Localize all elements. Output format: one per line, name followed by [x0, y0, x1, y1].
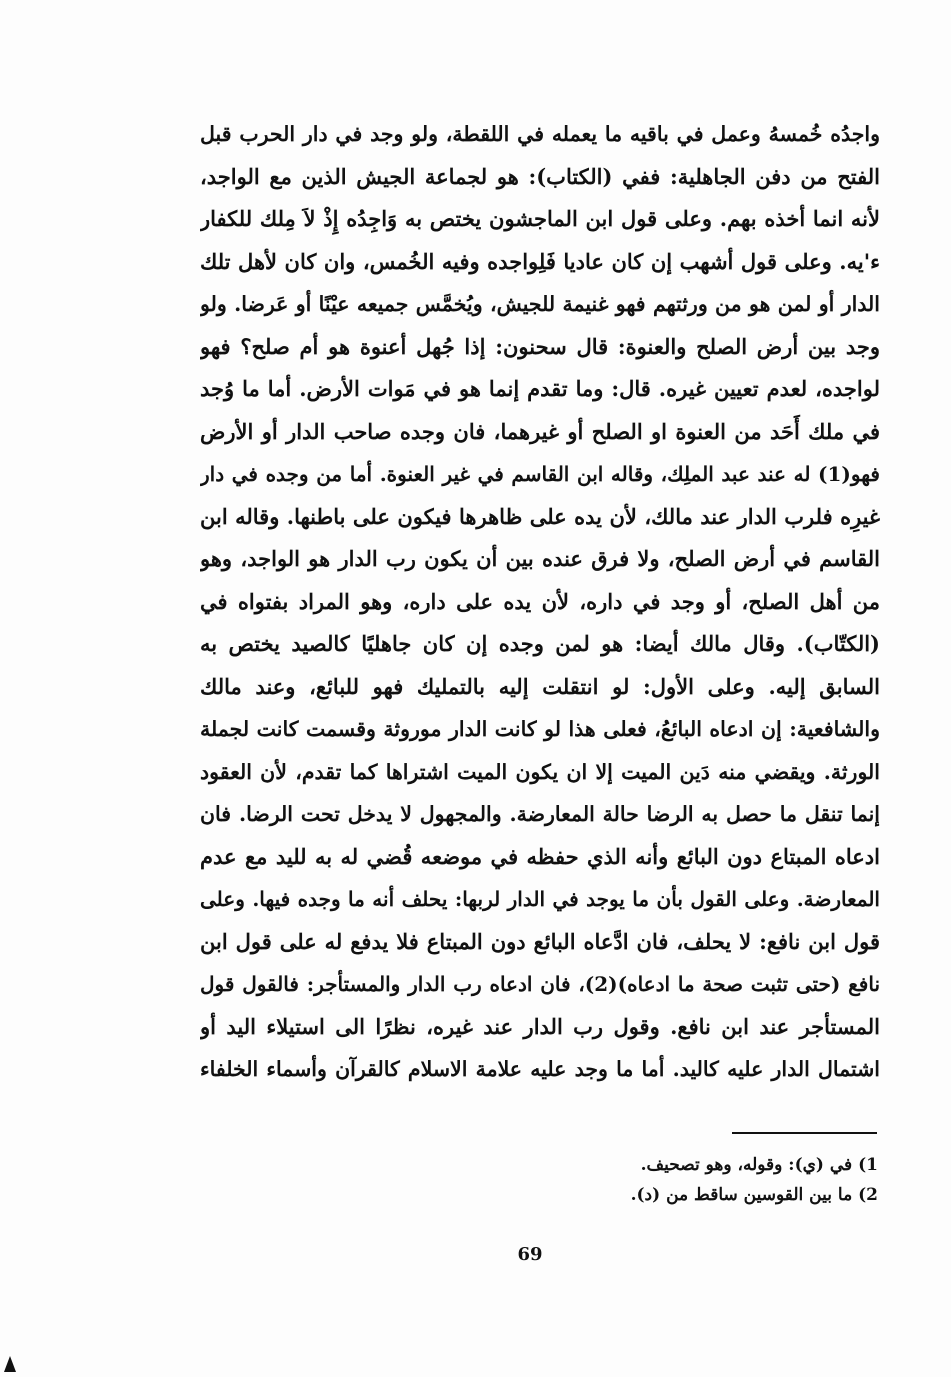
text-line: وجد بين أرض الصلح والعنوة: قال سحنون: إذا جُهل أعنوة هو أم صلح؟ فهو	[200, 333, 880, 359]
text-line: الورثة. ويقضي منه دَين الميت إلا ان يكون الميت اشتراها كما تقدم، لأن العقود	[200, 759, 880, 784]
text-line: والشافعية: إن ادعاه البائعُ، فعلى هذا لو كانت الدار موروثة وقسمت كانت لجملة	[200, 717, 880, 741]
text-line: قول ابن نافع: لا يحلف، فان ادَّعاه البائع دون المبتاع فلا يدفع له على قول ابن	[200, 928, 880, 954]
text-line: ء'يه. وعلى قول أشهب إن كان عاديا فَلِواجده وفيه الخُمس، وان كان لأهل تلك	[200, 248, 880, 274]
footnotes	[400, 1150, 878, 1210]
text-line: ادعاه المبتاع دون البائع وأنه الذي حفظه في موضعه قُضي له به لليد مع عدم	[200, 843, 880, 869]
text-line: نافع (حتى تثبت صحة ما ادعاه)(2)، فان ادعاه رب الدار والمستأجر: فالقول قول	[200, 972, 880, 996]
text-line: الفتح من دفن الجاهلية: ففي (الكتاب): هو لجماعة الجيش الذين مع الواجد،	[200, 163, 880, 189]
scan-corner-mark	[4, 1356, 16, 1372]
text-line: اشتمال الدار عليه كاليد. أما ما وجد عليه علامة الاسلام كالقرآن وأسماء الخلفاء	[200, 1057, 880, 1081]
text-line: لواجده، لعدم تعيين غيره. قال: وما تقدم إنما هو في مَوات الأرض. أما ما وُجد	[200, 376, 880, 401]
main-text	[200, 113, 880, 1091]
text-line: واجدُه خُمسهُ وعمل في باقيه ما يعمله في اللقطة، ولو وجد في دار الحرب قبل	[200, 122, 880, 146]
text-line: فهو(1) له عند عبد الملِك، وقاله ابن القاسم في غير العنوة. أما من وجده في دار	[200, 462, 880, 486]
text-line: الدار أو لمن هو من ورثتهم فهو غنيمة للجيش، ويُخمَّس جميعه عيْنًا أو عَرضا. ولو	[200, 292, 880, 316]
text-line: السابق إليه. وعلى الأول: لو انتقلت إليه بالتمليك فهو للبائع، وعند مالك	[200, 673, 880, 699]
text-line: في ملك أَحَد من العنوة او الصلح أو غيرهما، فان وجده صاحب الدار أو الأرض	[200, 418, 880, 444]
footnote-2: 2) ما بين القوسين ساقط من (د).	[630, 1185, 878, 1205]
text-line: من أهل الصلح، أو وجد في داره، لأن يده على داره، وهو المراد بفتواه في	[200, 588, 880, 614]
text-line: المستأجر عند ابن نافع. وقول رب الدار عند غيره، نظرًا الى استيلاء اليد أو	[200, 1013, 880, 1039]
footnote-divider	[732, 1132, 877, 1134]
text-line: غيرِه فلرب الدار عند مالك، لأن يده على ظاهرها فيكون على باطنها. وقاله ابن	[200, 503, 880, 529]
text-line: المعارضة. وعلى القول بأن ما يوجد في الدار لربها: يحلف أنه ما وجده فيها. وعلى	[200, 887, 880, 911]
text-line: القاسم في أرض الصلح، ولا فرق عنده بين أن يكون رب الدار هو الواجد، وهو	[200, 546, 880, 571]
page-number: 69	[517, 1244, 543, 1265]
text-line: لأنه انما أخذه بهم. وعلى قول ابن الماجشون يختص به وَاجِدُه إِذْ لاَ مِلك للكفار	[200, 206, 880, 231]
text-line: إنما تنقل ما حصل به الرضا حالة المعارضة. والمجهول لا يدخل تحت الرضا. فان	[200, 802, 880, 826]
footnote-1: 1) في (ي): وقوله، وهو تصحيف.	[640, 1155, 878, 1175]
text-line: (الكتّاب). وقال مالك أيضا: هو لمن وجده إن كان جاهليًا كالصيد يختص به	[200, 631, 880, 656]
